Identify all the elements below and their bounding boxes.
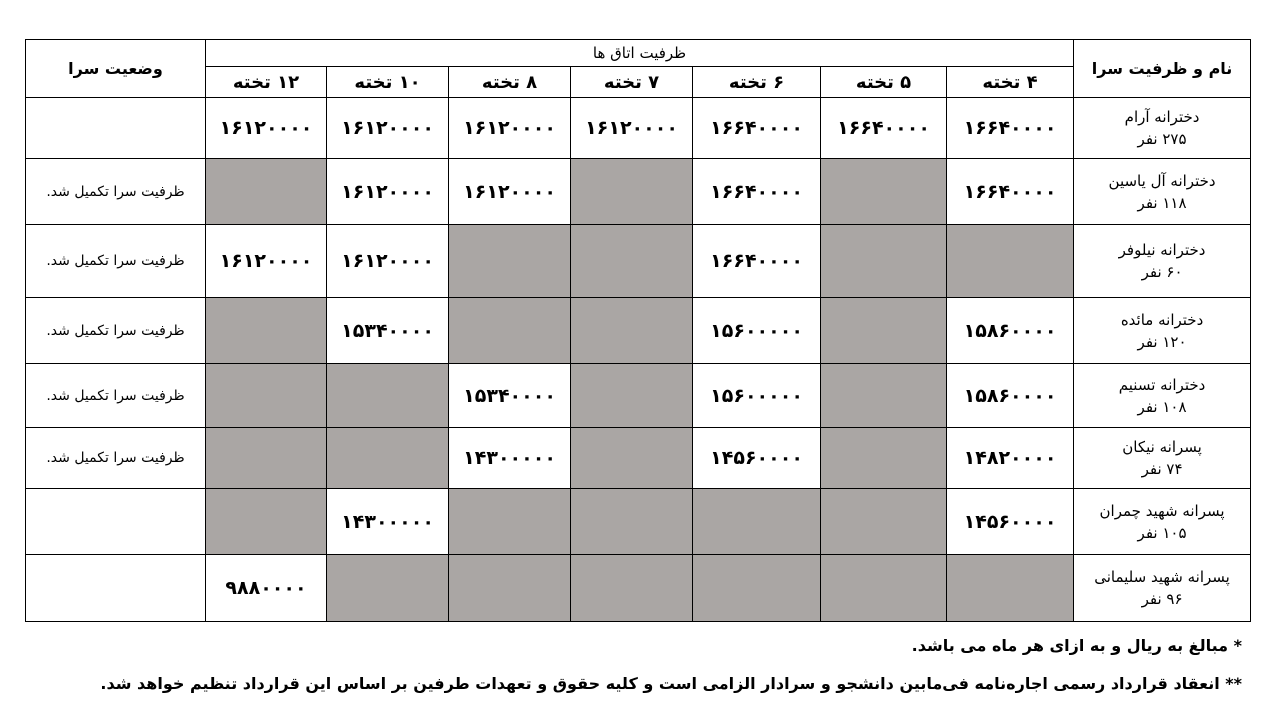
header-room-6: ۱۲ تخته — [206, 67, 327, 98]
dorm-name: دخترانه آرام — [1124, 108, 1200, 126]
table-row — [26, 489, 1251, 555]
dorm-capacity: ۱۰۸ نفر — [1137, 397, 1187, 416]
price-cell: ۱۶۶۴۰۰۰۰ — [947, 98, 1074, 159]
header-room-3: ۷ تخته — [571, 67, 693, 98]
note-currency: * مبالغ به ریال و به ازای هر ماه می باشد. — [911, 636, 1242, 655]
price-cell: ۱۵۶۰۰۰۰۰ — [693, 298, 821, 364]
header-room-0: ۴ تخته — [947, 67, 1074, 98]
status-cell: ظرفیت سرا تکمیل شد. — [26, 159, 206, 225]
note-contract: ** انعقاد قرارداد رسمی اجاره‌نامه فی‌مابین دانشجو و سرادار الزامی است و کلیه حقوق و تعهدات طرفین بر اساس این قرارداد تنظیم خواهد شد. — [100, 674, 1242, 693]
unavailable-cell — [449, 555, 571, 622]
dorm-capacity: ۱۲۰ نفر — [1137, 332, 1187, 351]
dorm-name: پسرانه نیکان — [1122, 438, 1202, 456]
unavailable-cell — [571, 489, 693, 555]
table-row — [26, 555, 1251, 622]
price-cell: ۱۵۸۶۰۰۰۰ — [947, 298, 1074, 364]
unavailable-cell — [821, 555, 947, 622]
unavailable-cell — [947, 225, 1074, 298]
dorm-name-cell — [1074, 225, 1251, 298]
price-cell: ۱۶۶۴۰۰۰۰ — [821, 98, 947, 159]
unavailable-cell — [571, 555, 693, 622]
price-cell: ۱۶۱۲۰۰۰۰ — [449, 159, 571, 225]
status-cell: ظرفیت سرا تکمیل شد. — [26, 364, 206, 428]
dorm-name: پسرانه شهید سلیمانی — [1094, 568, 1230, 586]
unavailable-cell — [693, 555, 821, 622]
dorm-capacity: ۷۴ نفر — [1141, 460, 1183, 478]
dorm-name: دخترانه مائده — [1120, 310, 1204, 329]
price-cell: ۹۸۸۰۰۰۰ — [206, 555, 327, 622]
table-row — [26, 364, 1251, 428]
dorm-name-cell — [1074, 364, 1251, 428]
dorm-name-cell — [1074, 298, 1251, 364]
dorm-capacity: ۲۷۵ نفر — [1137, 130, 1187, 148]
price-cell: ۱۴۵۶۰۰۰۰ — [947, 489, 1074, 555]
header-room-capacity: ظرفیت اتاق ها — [206, 40, 1074, 67]
dorm-capacity: ۱۰۵ نفر — [1137, 523, 1187, 542]
header-room-5: ۱۰ تخته — [327, 67, 449, 98]
dorm-name-cell — [1074, 428, 1251, 489]
header-room-2: ۶ تخته — [693, 67, 821, 98]
unavailable-cell — [571, 298, 693, 364]
price-cell: ۱۶۱۲۰۰۰۰ — [571, 98, 693, 159]
unavailable-cell — [327, 364, 449, 428]
dormitory-rates-table — [25, 39, 1251, 622]
status-cell: ظرفیت سرا تکمیل شد. — [26, 225, 206, 298]
table-row — [26, 298, 1251, 364]
unavailable-cell — [821, 225, 947, 298]
table-row — [26, 98, 1251, 159]
unavailable-cell — [327, 428, 449, 489]
header-room-1: ۵ تخته — [821, 67, 947, 98]
unavailable-cell — [327, 555, 449, 622]
unavailable-cell — [449, 298, 571, 364]
unavailable-cell — [206, 159, 327, 225]
price-cell: ۱۴۳۰۰۰۰۰ — [327, 489, 449, 555]
rates-body — [26, 98, 1251, 622]
price-cell: ۱۵۶۰۰۰۰۰ — [693, 364, 821, 428]
unavailable-cell — [821, 428, 947, 489]
header-status: وضعیت سرا — [26, 40, 206, 98]
price-cell: ۱۶۶۴۰۰۰۰ — [693, 225, 821, 298]
price-cell: ۱۶۱۲۰۰۰۰ — [327, 225, 449, 298]
price-cell: ۱۴۵۶۰۰۰۰ — [693, 428, 821, 489]
status-cell: ظرفیت سرا تکمیل شد. — [26, 428, 206, 489]
header-row-top — [26, 40, 1251, 67]
price-cell: ۱۶۶۴۰۰۰۰ — [947, 159, 1074, 225]
dorm-name: دخترانه تسنیم — [1118, 375, 1206, 394]
price-cell: ۱۶۱۲۰۰۰۰ — [449, 98, 571, 159]
unavailable-cell — [206, 364, 327, 428]
table-row — [26, 428, 1251, 489]
price-cell: ۱۶۱۲۰۰۰۰ — [327, 98, 449, 159]
unavailable-cell — [571, 225, 693, 298]
unavailable-cell — [571, 159, 693, 225]
price-cell: ۱۶۶۴۰۰۰۰ — [693, 98, 821, 159]
price-cell: ۱۵۳۴۰۰۰۰ — [327, 298, 449, 364]
unavailable-cell — [821, 159, 947, 225]
unavailable-cell — [206, 428, 327, 489]
dorm-capacity: ۶۰ نفر — [1141, 263, 1183, 281]
status-cell — [26, 555, 206, 622]
unavailable-cell — [206, 298, 327, 364]
dorm-name-cell — [1074, 159, 1251, 225]
price-cell: ۱۶۱۲۰۰۰۰ — [206, 225, 327, 298]
dorm-capacity: ۹۶ نفر — [1141, 590, 1183, 608]
dorm-capacity: ۱۱۸ نفر — [1137, 193, 1187, 212]
table-row — [26, 225, 1251, 298]
dorm-name: دخترانه آل یاسین — [1108, 171, 1216, 190]
unavailable-cell — [821, 298, 947, 364]
status-cell — [26, 98, 206, 159]
status-cell: ظرفیت سرا تکمیل شد. — [26, 298, 206, 364]
price-cell: ۱۶۶۴۰۰۰۰ — [693, 159, 821, 225]
price-cell: ۱۴۸۲۰۰۰۰ — [947, 428, 1074, 489]
price-cell: ۱۶۱۲۰۰۰۰ — [206, 98, 327, 159]
unavailable-cell — [571, 364, 693, 428]
unavailable-cell — [821, 364, 947, 428]
status-cell — [26, 489, 206, 555]
dorm-name: دخترانه نیلوفر — [1118, 241, 1206, 259]
price-cell: ۱۶۱۲۰۰۰۰ — [327, 159, 449, 225]
dorm-name: پسرانه شهید چمران — [1099, 501, 1225, 520]
header-row-rooms — [26, 67, 1251, 98]
unavailable-cell — [449, 489, 571, 555]
dorm-name-cell — [1074, 489, 1251, 555]
unavailable-cell — [571, 428, 693, 489]
table-row — [26, 159, 1251, 225]
header-name-capacity: نام و ظرفیت سرا — [1074, 40, 1251, 98]
dorm-name-cell — [1074, 555, 1251, 622]
price-cell: ۱۵۳۴۰۰۰۰ — [449, 364, 571, 428]
unavailable-cell — [449, 225, 571, 298]
price-cell: ۱۵۸۶۰۰۰۰ — [947, 364, 1074, 428]
price-cell: ۱۴۳۰۰۰۰۰ — [449, 428, 571, 489]
dorm-name-cell — [1074, 98, 1251, 159]
unavailable-cell — [693, 489, 821, 555]
unavailable-cell — [206, 489, 327, 555]
unavailable-cell — [947, 555, 1074, 622]
header-room-4: ۸ تخته — [449, 67, 571, 98]
unavailable-cell — [821, 489, 947, 555]
